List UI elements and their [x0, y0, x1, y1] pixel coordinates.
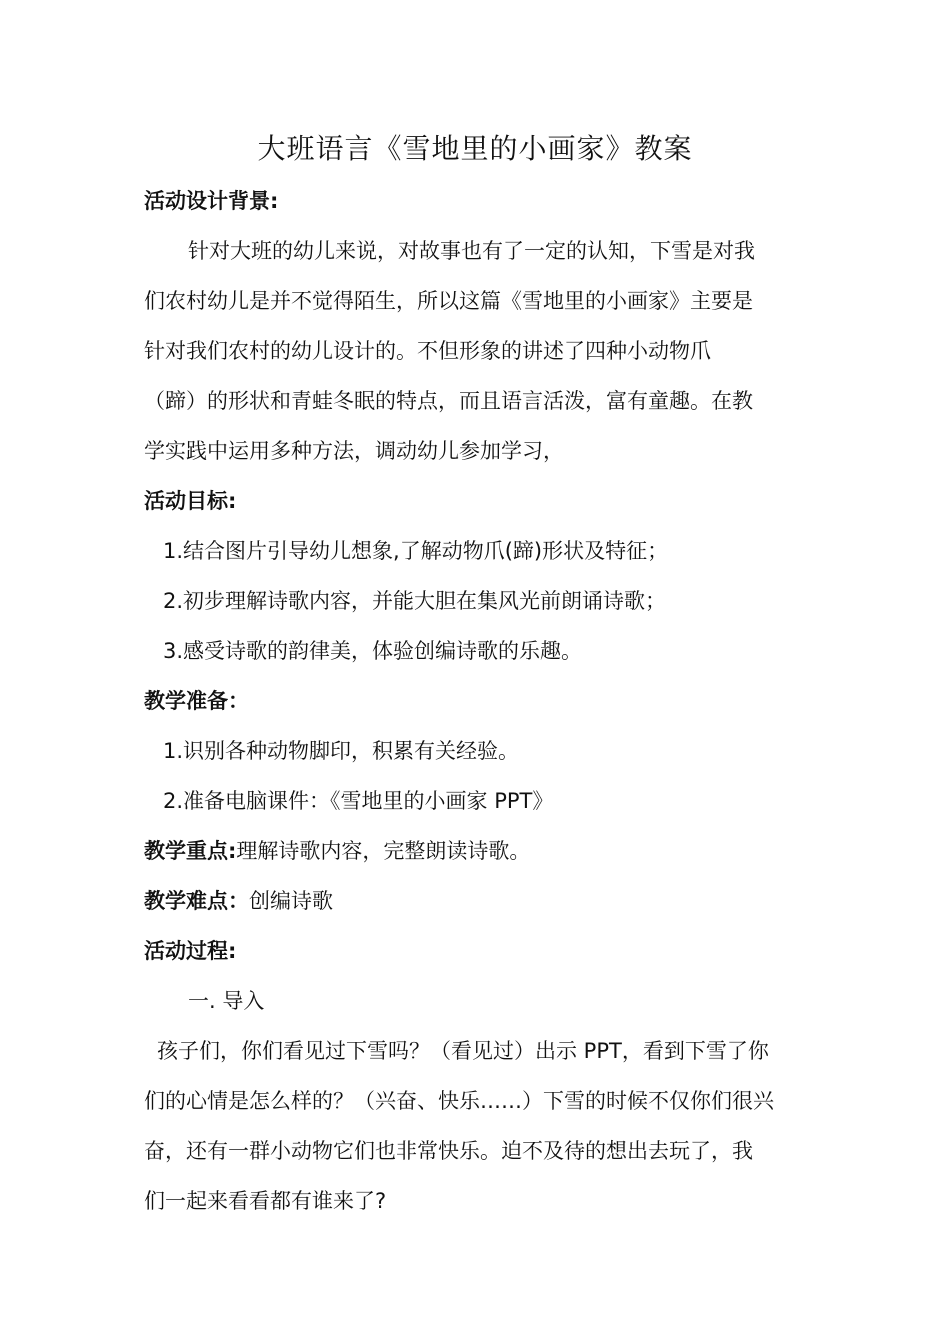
key-point-text: 理解诗歌内容，完整朗读诗歌。: [236, 839, 531, 863]
goal-item-3: 3.感受诗歌的韵律美，体验创编诗歌的乐趣。: [163, 639, 583, 663]
key-point-line: [144, 826, 824, 876]
background-line-1: 针对大班的幼儿来说，对故事也有了一定的认知，下雪是对我: [188, 239, 755, 263]
step1-line-2: 们的心情是怎么样的？（兴奋、快乐……）下雪的时候不仅你们很兴: [144, 1089, 774, 1113]
prep-heading: 教学准备：: [144, 689, 249, 713]
goals-heading: 活动目标:: [144, 489, 237, 513]
step1-line-4: 们一起来看看都有谁来了?: [144, 1189, 387, 1213]
background-line-4: （蹄）的形状和青蛙冬眠的特点，而且语言活泼，富有童趣。在教: [144, 389, 753, 413]
background-line-3: 针对我们农村的幼儿设计的。不但形象的讲述了四种小动物爪: [144, 339, 711, 363]
difficulty-line: [144, 876, 824, 926]
step1-label: 一. 导入: [188, 989, 265, 1013]
background-line-2: 们农村幼儿是并不觉得陌生，所以这篇《雪地里的小画家》主要是: [144, 289, 753, 313]
goal-item-1: 1.结合图片引导幼儿想象,了解动物爪(蹄)形状及特征；: [163, 539, 669, 563]
process-heading: 活动过程:: [144, 939, 237, 963]
step1-line-3: 奋，还有一群小动物它们也非常快乐。迫不及待的想出去玩了，我: [144, 1139, 753, 1163]
background-line-5: 学实践中运用多种方法，调动幼儿参加学习，: [144, 439, 564, 463]
prep-item-2: 2.准备电脑课件：《雪地里的小画家 PPT》: [163, 789, 554, 813]
goal-item-2: 2.初步理解诗歌内容，并能大胆在集风光前朗诵诗歌；: [163, 589, 667, 613]
difficulty-text: 创编诗歌: [249, 889, 333, 913]
prep-item-1: 1.识别各种动物脚印，积累有关经验。: [163, 739, 520, 763]
difficulty-label: 教学难点：: [144, 889, 249, 913]
key-point-label: 教学重点:: [144, 839, 237, 863]
step1-line-1: 孩子们，你们看见过下雪吗？（看见过）出示 PPT，看到下雪了你: [157, 1039, 769, 1063]
background-heading: 活动设计背景:: [144, 189, 279, 213]
document-title: 大班语言《雪地里的小画家》教案: [257, 132, 693, 165]
